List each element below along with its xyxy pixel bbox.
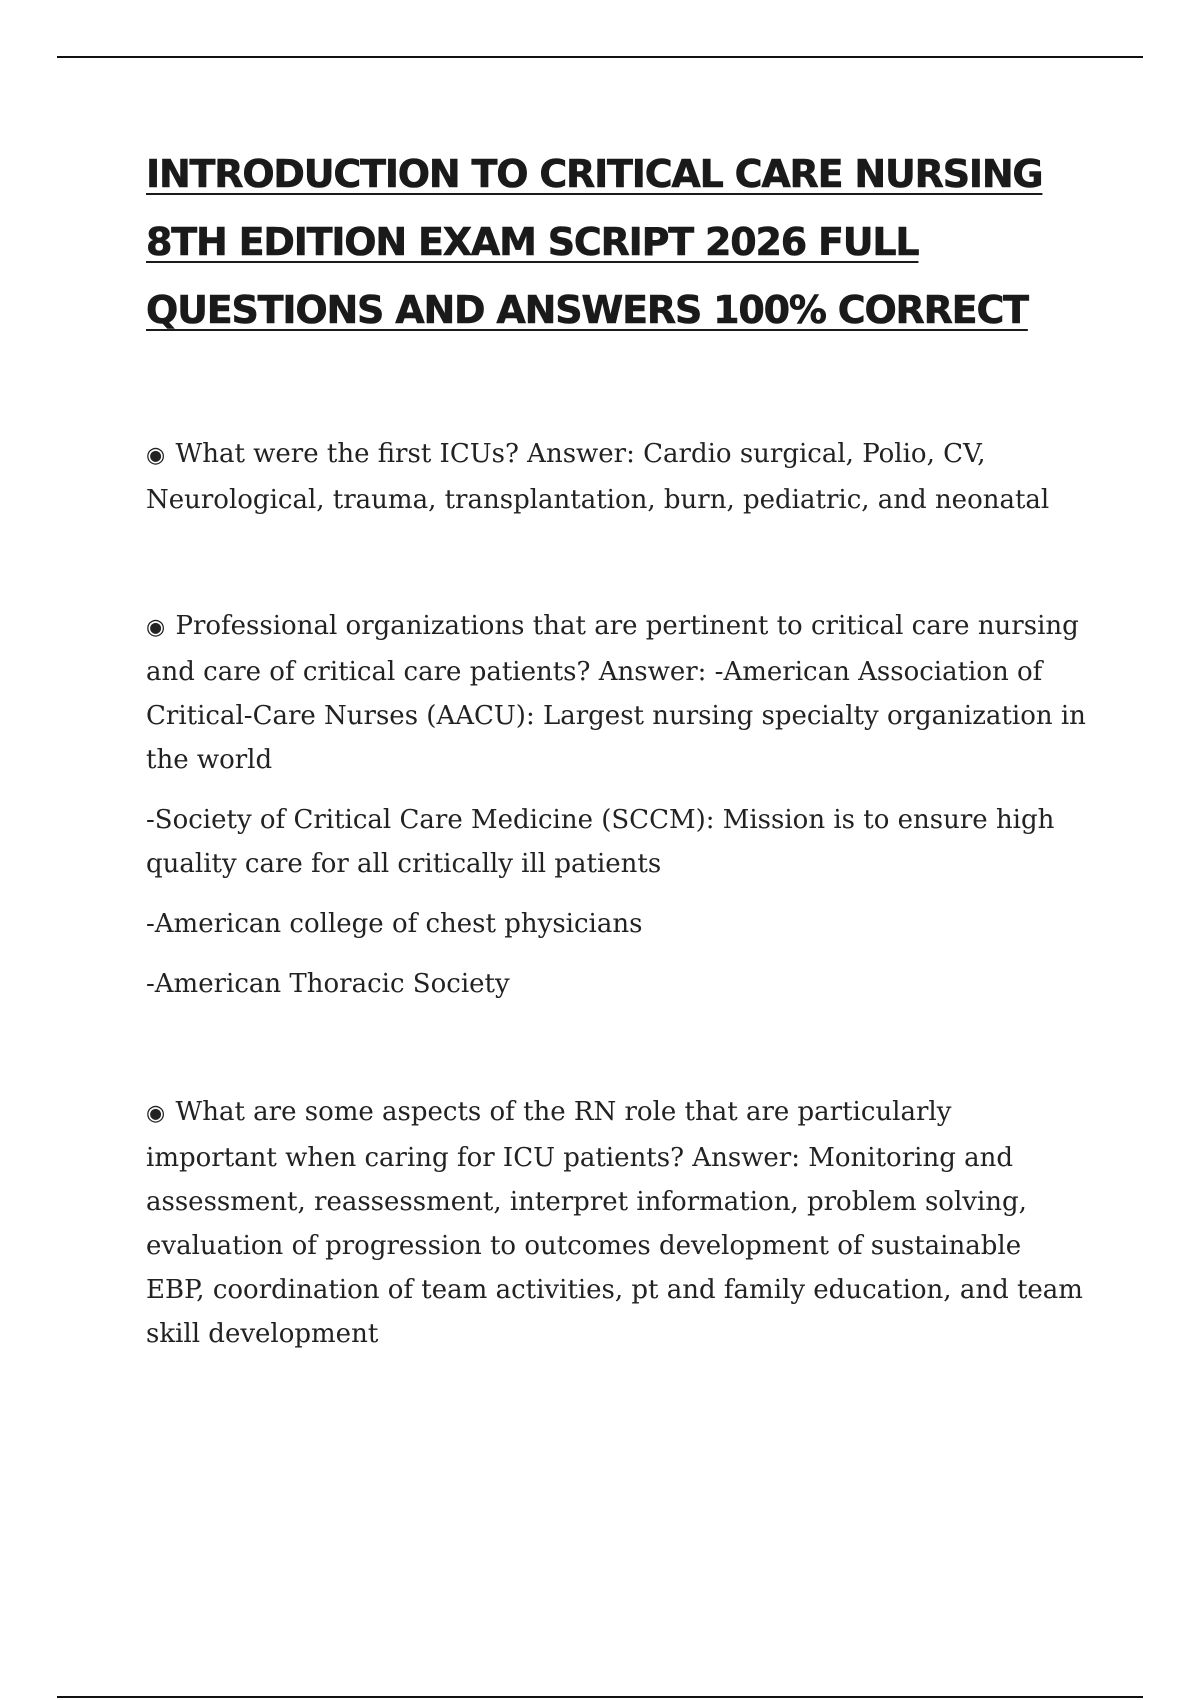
qa-text: Professional organizations that are pertinent to critical care nursing and care of critical care patients? Answer: -American Association of Critical-Care Nurses (AACU): Largest nursing specialty organization in the world <box>146 611 1086 775</box>
document-body <box>146 140 1086 1356</box>
title-line-3: QUESTIONS AND ANSWERS 100% CORRECT <box>146 288 1028 332</box>
qa-item-first-icus <box>146 432 1086 522</box>
qa-item-professional-organizations <box>146 604 1086 1006</box>
radio-bullet-icon: ◉ <box>146 615 166 640</box>
title-line-1: INTRODUCTION TO CRITICAL CARE NURSING <box>146 152 1043 196</box>
qa-text: What were the first ICUs? Answer: Cardio surgical, Polio, CV, Neurological, trauma, transplantation, burn, pediatric, and neonatal <box>146 439 1050 515</box>
radio-bullet-icon: ◉ <box>146 1101 166 1126</box>
qa-subitem-chest-physicians: -American college of chest physicians <box>146 909 643 939</box>
qa-item-rn-role <box>146 1090 1086 1356</box>
radio-bullet-icon: ◉ <box>146 443 166 468</box>
document-title <box>146 140 1086 344</box>
top-divider <box>57 56 1143 58</box>
qa-subitem-thoracic-society: -American Thoracic Society <box>146 969 510 999</box>
title-line-2: 8TH EDITION EXAM SCRIPT 2026 FULL <box>146 220 919 264</box>
bottom-divider <box>57 1696 1143 1698</box>
qa-subitem-sccm: -Society of Critical Care Medicine (SCCM): Mission is to ensure high quality care for all critically ill patients <box>146 805 1055 879</box>
qa-text: What are some aspects of the RN role that are particularly important when caring for ICU patients? Answer: Monitoring and assessment, reassessment, interpret information, problem solving, evaluation of progression to outcomes development of sustainable EBP, coordination of team activities, pt and family education, and team skill development <box>146 1097 1083 1349</box>
